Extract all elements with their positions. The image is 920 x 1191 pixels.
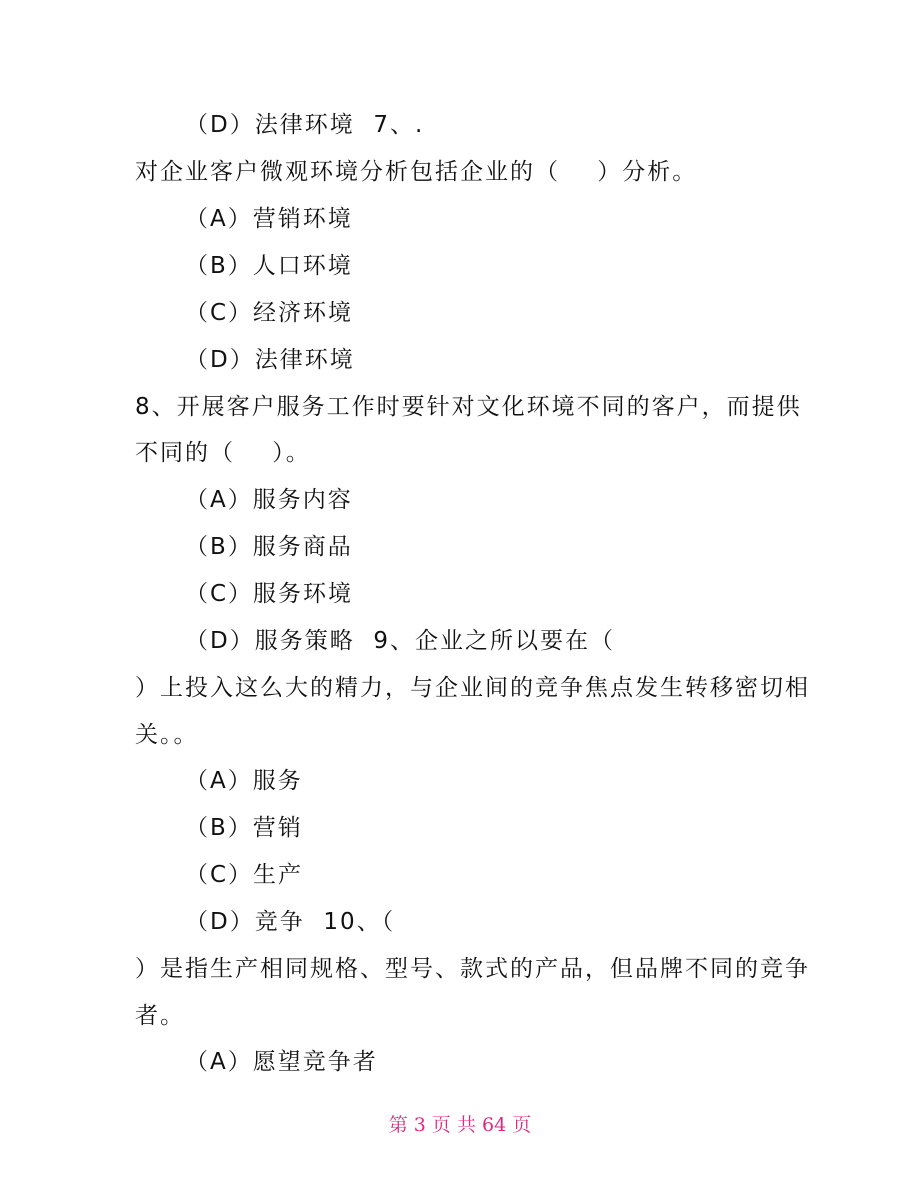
option-a-line: （A）服务内容 <box>185 487 353 513</box>
option-d-line: （D）竞争 10、（ <box>185 909 396 935</box>
question-9-line-1: ）上投入这么大的精力，与企业间的竞争焦点发生转移密切相 <box>135 675 810 701</box>
option-a-line: （A）愿望竞争者 <box>185 1049 378 1075</box>
question-8-line-1: 8、开展客户服务工作时要针对文化环境不同的客户，而提供 <box>135 394 802 420</box>
option-a-line: （A）服务 <box>185 768 303 794</box>
question-10-line-1: ）是指生产相同规格、型号、款式的产品，但品牌不同的竞争 <box>135 956 810 982</box>
page-footer: 第 3 页 共 64 页 <box>388 1114 532 1136</box>
option-b-line: （B）服务商品 <box>185 534 353 560</box>
option-b-line: （B）营销 <box>185 815 303 841</box>
question-10-line-2: 者。 <box>135 1003 185 1029</box>
question-8-line-2: 不同的（ ）。 <box>135 440 311 466</box>
option-b-line: （B）人口环境 <box>185 253 353 279</box>
option-d-line: （D）法律环境 7、. <box>185 112 425 138</box>
option-c-line: （C）生产 <box>185 862 304 888</box>
question-7-line: 对企业客户微观环境分析包括企业的（ ）分析。 <box>135 159 698 185</box>
option-d-line: （D）服务策略 9、企业之所以要在（ <box>185 628 615 654</box>
option-c-line: （C）服务环境 <box>185 581 354 607</box>
question-9-line-2: 关。。 <box>135 722 199 748</box>
option-c-line: （C）经济环境 <box>185 300 354 326</box>
option-a-line: （A）营销环境 <box>185 206 353 232</box>
option-d-line: （D）法律环境 <box>185 347 355 373</box>
